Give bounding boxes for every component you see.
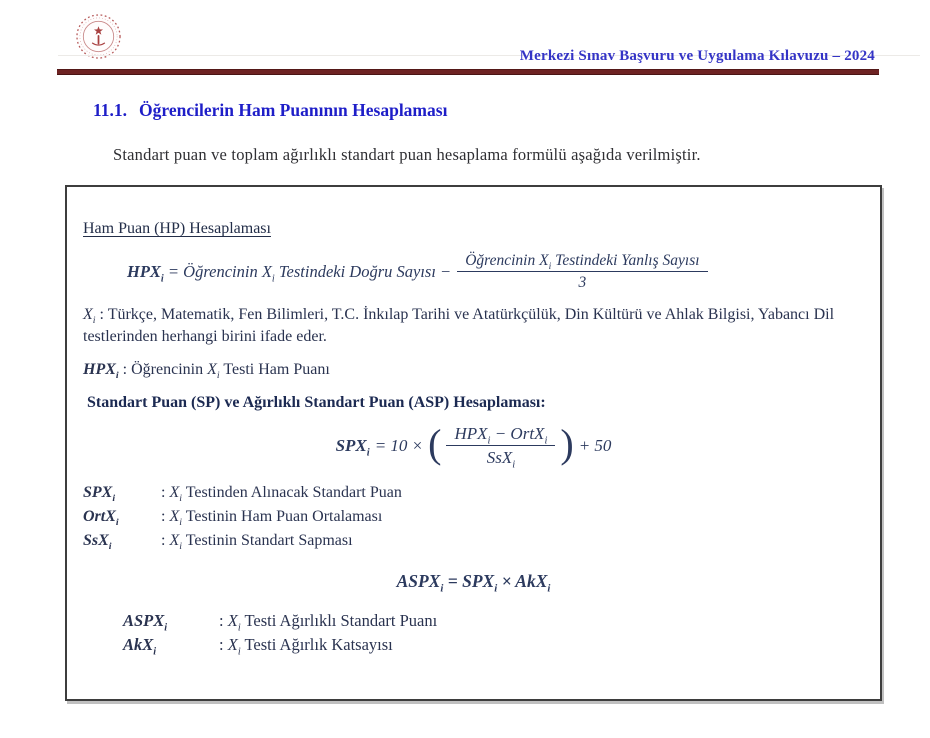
definition-row <box>123 609 864 633</box>
definition-term: OrtX$_i$ <box>83 508 119 529</box>
hpx-definition: $HPX_i$ : Öğrencinin $X_i$ Testi Ham Puanı <box>83 360 330 382</box>
definition-row <box>83 505 864 529</box>
left-paren: ( <box>428 420 442 466</box>
definition-term: AkX$_i$ <box>123 635 157 658</box>
definition-term: $SPX_i$ <box>83 484 116 505</box>
xi-definition: $X_i$ : Türkçe, Matematik, Fen Bilimleri, T.C. İnkılap Tarihi ve Atatürkçülük, Din Kültürü ve Ahlak Bilgisi, Yabancı Dil testlerinden herhangi birini ifade eder. <box>83 305 835 345</box>
standard-score-lhs: $SPX_i$ <box>335 435 370 459</box>
raw-score-heading: Ham Puan (HP) Hesaplaması <box>83 220 271 237</box>
definition-term: $ASPX_i$ <box>123 611 168 634</box>
raw-score-formula-left: $HPX_i$ = Öğrencinin $X_i$ Testindeki Doğru Sayısı − <box>127 261 452 285</box>
definition-text: : $X_i$ Testinin Ham Puan Ortalaması <box>161 508 383 529</box>
weighted-score-definitions <box>123 609 864 657</box>
definition-row <box>83 481 864 505</box>
header-rule <box>57 69 879 75</box>
section-title <box>93 100 447 121</box>
section-number: 11.1. <box>93 100 128 120</box>
raw-score-fraction: $\frac{Öğrencinin X_i Testindeki Yanlış Sayısı}{3}$ <box>457 251 707 293</box>
definition-row <box>83 529 864 553</box>
document-header-title: Merkezi Sınav Başvuru ve Uygulama Kılavuzu – 2024 <box>519 48 875 64</box>
intro-paragraph: Standart puan ve toplam ağırlıklı standart puan hesaplama formülü aşağıda verilmiştir. <box>113 145 701 164</box>
definition-text: : $X_i$ Testinden Alınacak Standart Puan <box>161 484 402 505</box>
standard-score-heading: Standart Puan (SP) ve Ağırlıklı Standart Puan (ASP) Hesaplaması: <box>87 393 546 411</box>
meb-seal-icon <box>75 13 122 60</box>
raw-score-formula <box>127 251 864 293</box>
definition-text: : $X_i$ Testi Ağırlıklı Standart Puanı <box>219 611 438 634</box>
right-paren: ) <box>560 420 574 466</box>
formula-box <box>65 185 882 701</box>
standard-score-fraction: $\frac{HPX_i - OrtX_i}{SsX_i}$ <box>446 423 555 469</box>
definition-text: : $X_i$ Testinin Standart Sapması <box>161 531 353 552</box>
definition-term: SsX$_i$ <box>83 531 112 552</box>
standard-score-formula: $SPX_i$ = 10 × ( $\frac{HPX_i - OrtX_i}{SsX_i}$ ) + 50 <box>335 420 612 471</box>
weighted-score-formula: $ASPX_i = SPX_i \times AkX_i$ <box>396 571 551 595</box>
definition-text: : $X_i$ Testi Ağırlık Katsayısı <box>219 635 393 658</box>
standard-score-definitions <box>83 481 864 552</box>
definition-row <box>123 633 864 657</box>
section-title-text: Öğrencilerin Ham Puanının Hesaplaması <box>139 100 448 120</box>
